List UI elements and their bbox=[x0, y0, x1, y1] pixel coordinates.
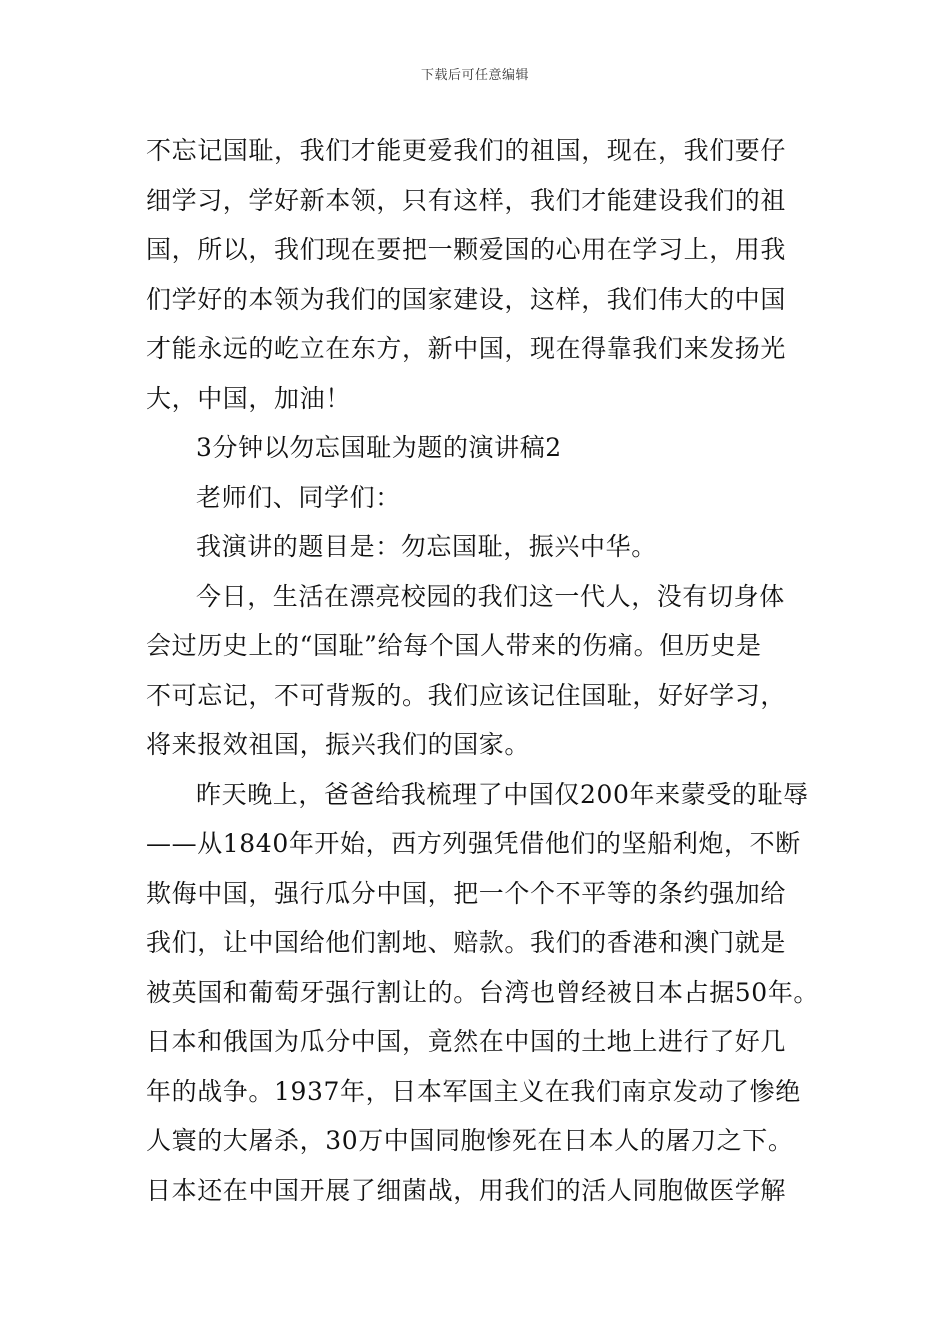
text-line: ——从1840年开始，西方列强凭借他们的坚船利炮，不断 bbox=[146, 829, 801, 858]
text-line: 不可忘记，不可背叛的。我们应该记住国耻，好好学习， bbox=[146, 680, 787, 710]
text-line: 日本和俄国为瓜分中国，竟然在中国的土地上进行了好几 bbox=[146, 1027, 787, 1056]
text-line: 才能永远的屹立在东方，新中国，现在得靠我们来发扬光 bbox=[146, 334, 787, 363]
text-line: 人寰的大屠杀，30万中国同胞惨死在日本人的屠刀之下。 bbox=[146, 1126, 794, 1155]
text-line: 昨天晚上，爸爸给我梳理了中国仅200年来蒙受的耻辱 bbox=[196, 779, 809, 809]
page-header: 下载后可任意编辑 bbox=[420, 68, 529, 83]
text-line: 被英国和葡萄牙强行割让的。台湾也曾经被日本占据50年。 bbox=[146, 977, 820, 1007]
text-line: 年的战争。1937年，日本军国主义在我们南京发动了惨绝 bbox=[146, 1076, 801, 1106]
text-line: 们学好的本领为我们的国家建设，这样，我们伟大的中国 bbox=[146, 284, 787, 314]
salutation: 老师们、同学们： bbox=[196, 482, 401, 512]
text-line: 细学习，学好新本领，只有这样，我们才能建设我们的祖 bbox=[146, 185, 787, 215]
document-body bbox=[146, 126, 820, 1215]
section-title: 3分钟以勿忘国耻为题的演讲稿2 bbox=[196, 433, 562, 462]
text-line: 欺侮中国，强行瓜分中国，把一个个不平等的条约强加给 bbox=[146, 878, 787, 908]
text-line: 会过历史上的“国耻”给每个国人带来的伤痛。但历史是 bbox=[146, 631, 762, 660]
text-line: 国，所以，我们现在要把一颗爱国的心用在学习上，用我 bbox=[146, 235, 787, 264]
speech-topic: 我演讲的题目是：勿忘国耻，振兴中华。 bbox=[196, 532, 657, 561]
text-line: 将来报效祖国，振兴我们的国家。 bbox=[146, 730, 531, 759]
text-line: 我们，让中国给他们割地、赔款。我们的香港和澳门就是 bbox=[146, 928, 787, 957]
text-line: 今日，生活在漂亮校园的我们这一代人，没有切身体 bbox=[196, 581, 785, 611]
text-line: 不忘记国耻，我们才能更爱我们的祖国，现在，我们要仔 bbox=[146, 136, 787, 165]
text-line: 大，中国，加油！ bbox=[146, 383, 351, 413]
text-line: 日本还在中国开展了细菌战，用我们的活人同胞做医学解 bbox=[146, 1175, 787, 1205]
